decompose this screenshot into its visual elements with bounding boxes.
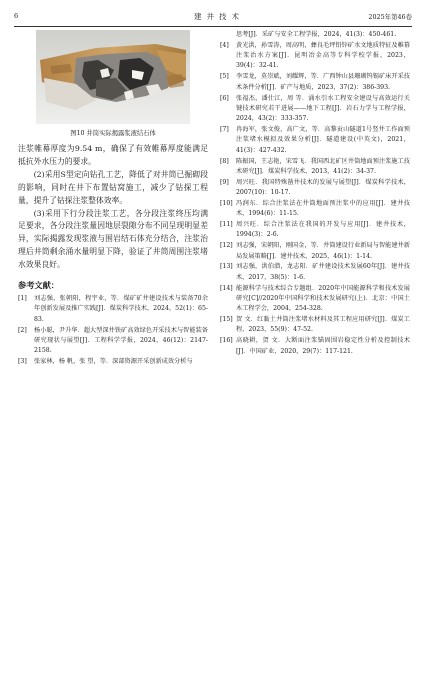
reference-number: [12] bbox=[220, 242, 233, 250]
reference-item bbox=[18, 294, 208, 325]
reference-text: 能源科学与技术综合专题组．2020年中国能源科学和技术发展研究[C]//2020年中国科学和技术发展研究(上)．北京：中国土木工程学会，2004，254-328. bbox=[236, 284, 410, 313]
reference-item bbox=[220, 284, 410, 315]
reference-number: [5] bbox=[220, 73, 229, 81]
reference-text: 张福杰，潘仕江，周 等．涌水引水工程安全建设与高效运行关键技术研究若干进展——地下工程[J]．岩石力学与工程学报，2024，43(2)：333-357. bbox=[236, 94, 410, 123]
reference-number: [4] bbox=[220, 41, 229, 49]
page-number: 6 bbox=[14, 12, 19, 20]
reference-item bbox=[18, 357, 208, 367]
figure-photo bbox=[36, 30, 190, 124]
reference-text: 张家林，杨 帆，张 望，等．深部资源开采创新成效分析与 bbox=[34, 358, 193, 366]
reference-item bbox=[220, 178, 410, 199]
reference-item bbox=[220, 336, 410, 357]
reference-item bbox=[220, 94, 410, 125]
reference-number: [13] bbox=[220, 263, 233, 271]
reference-number: [9] bbox=[220, 178, 229, 186]
reference-text: 冯润东．综合注浆法在井筒地面预注浆中的应用[J]．建井技术，1994(6)：11-15. bbox=[236, 199, 410, 218]
reference-text: 周兴旺．我国特殊凿井技术的发展与展望[J]．煤炭科学技术，2007(10)：10-17. bbox=[236, 178, 410, 197]
reference-item bbox=[220, 199, 410, 220]
reference-text: 陈振国，王志艳，宋雪飞．我国西北矿区井筒地面预注浆施工技术研究[J]．煤炭科学技术，2013，41(2)：34-37. bbox=[236, 157, 410, 175]
reference-text: 贺 文．红黏土井筒注浆堵水材料及其工程应用研究[J]．煤炭工程，2023，55(9)：47-52. bbox=[236, 316, 410, 334]
reference-number: [11] bbox=[220, 221, 233, 229]
reference-text: 刘志强，洪伯潜，龙志阳．矿井建设技术发展60年[J]．建井技术，2017，38(5)：1-6. bbox=[236, 263, 410, 281]
right-column bbox=[220, 30, 410, 358]
reference-text: 李雪龙，莫崇斌，刘耀辉，等．广西钟山县珊瑚钨锡矿床开采技术条件分析[J]．矿产与地质，2023，37(2)：386-393. bbox=[236, 73, 410, 91]
reference-item bbox=[220, 157, 410, 178]
left-column bbox=[18, 30, 208, 368]
reference-item bbox=[220, 241, 410, 262]
reference-item bbox=[220, 220, 410, 241]
reference-item bbox=[220, 125, 410, 156]
reference-number: [3] bbox=[18, 358, 27, 366]
reference-item bbox=[220, 41, 410, 72]
running-header bbox=[14, 10, 412, 24]
reference-text: 冉海军，张文俊，高广文，等．高黎贡山隧道1号竖井工作面预注浆堵水模拟及效果分析[J]．隧道建设(中英文)，2021，41(3)：427-432. bbox=[236, 126, 410, 154]
header-rule bbox=[14, 26, 412, 27]
body-paragraph: 注浆帷幕厚度为9.54 m，确保了有效帷幕厚度能满足抵抗外水压力的要求。 bbox=[18, 144, 208, 166]
reference-number: [10] bbox=[220, 199, 233, 207]
reference-text: 杨小聪，尹升华．超大型深井铁矿高效绿色开采技术与智能装备研究现状与展望[J]．工程科学学报，2024，46(12)：2147-2158. bbox=[34, 326, 208, 355]
reference-text: 刘志强，张朝阳，程宇业，等．煤矿矿井建设技术与装备70余年创新发展及推广实践[J]．煤炭科学技术，2024，52(1)：65-83. bbox=[34, 295, 208, 323]
body-paragraph: (2)采用S型定向钻孔工艺，降低了对井筒已掘砌段的影响，同时在井下布置钻窝施工，减少了钻探工程量，提升了钻探注浆整体效率。 bbox=[18, 169, 208, 205]
body-paragraph: (3)采用下行分段注浆工艺，各分段注浆终压均满足要求，各分段注浆量因地层裂隙分布不同呈现明显差异，实际揭露发现浆液与围岩结石体充分结合，注浆治理后井筒剩余涌水量明显下降，验证了井筒周围注浆堵水效果良好。 bbox=[18, 208, 208, 270]
references-heading: 参考文献： bbox=[18, 280, 59, 291]
body-text bbox=[18, 143, 208, 272]
reference-text: 周兴旺．综合注浆法在我国的开发与应用[J]．建井技术，1994(3)：2-6. bbox=[236, 221, 410, 239]
issue-info: 2025年第46卷 bbox=[368, 13, 412, 21]
reference-item bbox=[220, 72, 410, 93]
reference-number: [16] bbox=[220, 337, 233, 345]
reference-number: [14] bbox=[220, 284, 233, 292]
reference-text: 高晓耕，贺 文．大断面注浆锚固围岩稳定性分析及控制技术[J]．中国矿业，2020，29(7)：117-121. bbox=[236, 337, 410, 355]
reference-number: [1] bbox=[18, 295, 27, 303]
reference-number: [8] bbox=[220, 157, 229, 165]
figure-caption: 图10 井筒实际揭露浆液结石体 bbox=[70, 130, 156, 137]
reference-text: 刘志强，宋朝阳，刚国金，等．井筒建设行业新局与智能建井新局发展策略[J]．建井技术，2025，46(1)：1-14. bbox=[236, 242, 410, 260]
reference-number: [2] bbox=[18, 326, 27, 334]
reference-item bbox=[220, 262, 410, 283]
reference-item bbox=[220, 315, 410, 336]
reference-number: [7] bbox=[220, 126, 229, 134]
reference-number: [15] bbox=[220, 316, 233, 324]
reference-item bbox=[18, 326, 208, 357]
reference-text: 黄光洪，孙雪涛，周高明，彝良毛坪铅锌矿水文地质特征及帷幕注浆治水方案[J]．昆明冶金高等专科学校学报，2023，39(4)：32-41. bbox=[236, 41, 410, 70]
grout-stone-photo bbox=[36, 30, 190, 124]
reference-number: [6] bbox=[220, 94, 229, 102]
reference-continuation: 思考[J]．采矿与安全工程学报，2024，41(3)：450-461. bbox=[236, 31, 397, 38]
journal-title: 建井技术 bbox=[194, 12, 244, 21]
